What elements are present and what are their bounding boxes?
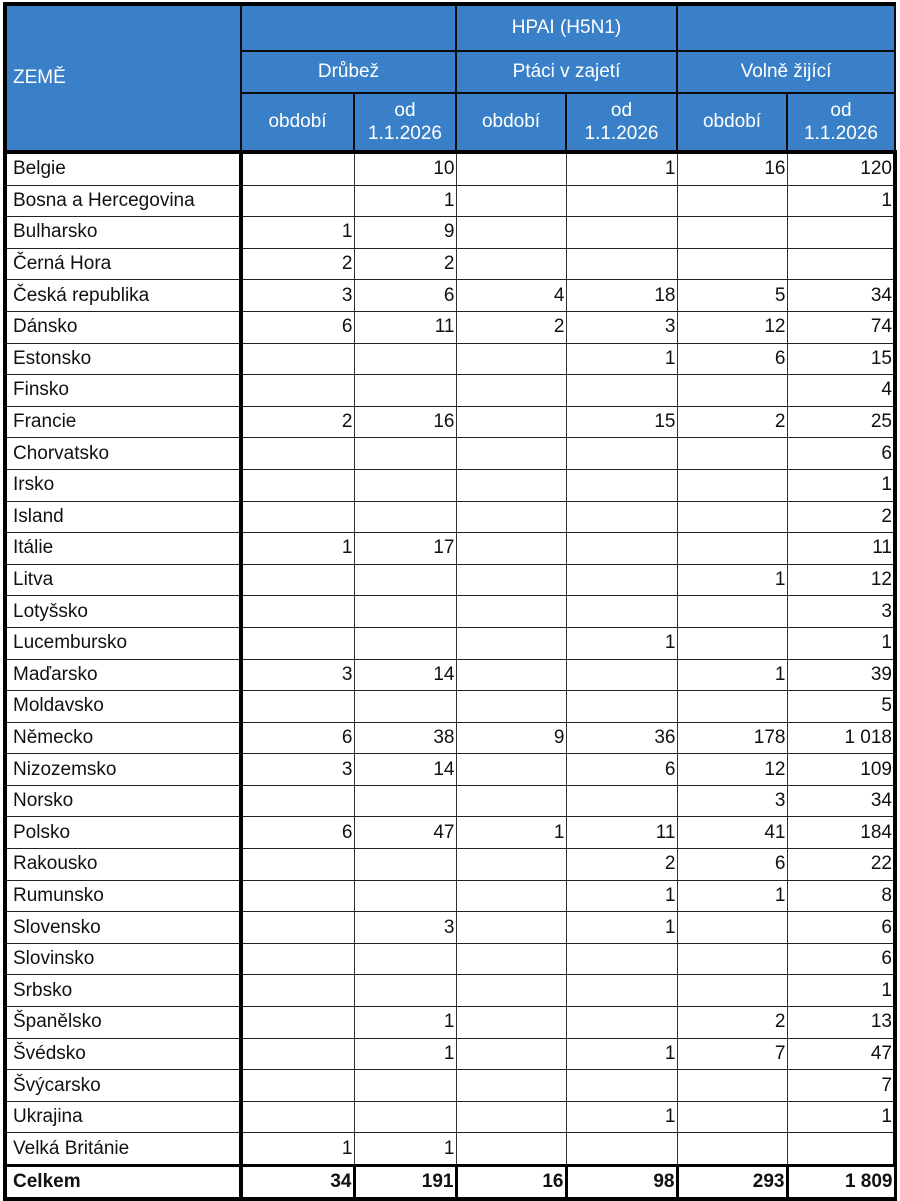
- value-cell: 10: [354, 152, 456, 185]
- country-cell: Lucembursko: [5, 627, 241, 659]
- value-cell: [456, 627, 566, 659]
- value-cell: [354, 975, 456, 1007]
- table-row: [5, 1038, 895, 1070]
- value-cell: [566, 438, 677, 470]
- value-cell: [456, 849, 566, 881]
- value-cell: [241, 912, 354, 944]
- value-cell: [566, 1007, 677, 1039]
- table-row: [5, 880, 895, 912]
- header-group-title: HPAI (H5N1): [456, 4, 677, 51]
- value-cell: [456, 375, 566, 407]
- value-cell: [677, 217, 787, 249]
- value-cell: [456, 1101, 566, 1133]
- subcolumn-header-since: [787, 93, 895, 152]
- value-cell: 178: [677, 722, 787, 754]
- country-cell: Belgie: [5, 152, 241, 185]
- country-column-header: ZEMĚ: [5, 4, 241, 152]
- country-cell: Itálie: [5, 533, 241, 565]
- value-cell: 1: [787, 975, 895, 1007]
- value-cell: 1: [354, 1038, 456, 1070]
- value-cell: [566, 975, 677, 1007]
- table-row: [5, 912, 895, 944]
- table-row: [5, 438, 895, 470]
- table-row: [5, 691, 895, 723]
- value-cell: 6: [787, 912, 895, 944]
- since-label: od: [610, 100, 633, 121]
- table-row: [5, 1101, 895, 1133]
- value-cell: 25: [787, 406, 895, 438]
- value-cell: [456, 596, 566, 628]
- value-cell: [456, 912, 566, 944]
- total-value-cell: 293: [677, 1166, 787, 1200]
- value-cell: [354, 880, 456, 912]
- value-cell: [456, 501, 566, 533]
- value-cell: 74: [787, 311, 895, 343]
- value-cell: [241, 343, 354, 375]
- value-cell: [354, 564, 456, 596]
- value-cell: 6: [787, 943, 895, 975]
- value-cell: 34: [787, 785, 895, 817]
- table-row: [5, 785, 895, 817]
- value-cell: [456, 185, 566, 217]
- value-cell: 3: [241, 754, 354, 786]
- value-cell: 1: [241, 217, 354, 249]
- value-cell: [566, 564, 677, 596]
- value-cell: [456, 754, 566, 786]
- value-cell: 6: [241, 722, 354, 754]
- value-cell: [456, 1133, 566, 1166]
- value-cell: [241, 880, 354, 912]
- value-cell: [241, 1007, 354, 1039]
- value-cell: [456, 217, 566, 249]
- value-cell: [677, 248, 787, 280]
- value-cell: [456, 691, 566, 723]
- value-cell: 2: [787, 501, 895, 533]
- since-date: 1.1.2026: [584, 123, 659, 144]
- value-cell: 9: [354, 217, 456, 249]
- value-cell: [566, 785, 677, 817]
- total-value-cell: 191: [354, 1166, 456, 1200]
- country-cell: Švýcarsko: [5, 1070, 241, 1102]
- value-cell: [354, 438, 456, 470]
- country-cell: Dánsko: [5, 311, 241, 343]
- country-cell: Maďarsko: [5, 659, 241, 691]
- country-cell: Chorvatsko: [5, 438, 241, 470]
- value-cell: [566, 248, 677, 280]
- value-cell: 3: [354, 912, 456, 944]
- value-cell: [566, 501, 677, 533]
- value-cell: [241, 1070, 354, 1102]
- total-value-cell: 98: [566, 1166, 677, 1200]
- value-cell: [354, 849, 456, 881]
- value-cell: [241, 785, 354, 817]
- subcolumn-header-period: období: [241, 93, 354, 152]
- value-cell: [456, 659, 566, 691]
- value-cell: 15: [566, 406, 677, 438]
- value-cell: 1: [787, 469, 895, 501]
- country-cell: Moldavsko: [5, 691, 241, 723]
- since-label: od: [830, 100, 852, 121]
- value-cell: [456, 438, 566, 470]
- total-row: [5, 1166, 895, 1200]
- value-cell: [241, 501, 354, 533]
- country-cell: Bulharsko: [5, 217, 241, 249]
- value-cell: 1: [566, 343, 677, 375]
- table-row: [5, 311, 895, 343]
- value-cell: [456, 343, 566, 375]
- value-cell: 16: [354, 406, 456, 438]
- value-cell: [566, 943, 677, 975]
- value-cell: [456, 469, 566, 501]
- country-cell: Estonsko: [5, 343, 241, 375]
- value-cell: [241, 691, 354, 723]
- value-cell: 22: [787, 849, 895, 881]
- since-date: 1.1.2026: [368, 123, 442, 144]
- value-cell: [456, 1038, 566, 1070]
- value-cell: [241, 849, 354, 881]
- value-cell: 36: [566, 722, 677, 754]
- country-cell: Slovinsko: [5, 943, 241, 975]
- value-cell: 2: [677, 406, 787, 438]
- value-cell: 5: [677, 280, 787, 312]
- table-row: [5, 1133, 895, 1166]
- value-cell: 11: [566, 817, 677, 849]
- value-cell: 9: [456, 722, 566, 754]
- value-cell: 5: [787, 691, 895, 723]
- country-cell: Černá Hora: [5, 248, 241, 280]
- value-cell: 1: [456, 817, 566, 849]
- value-cell: 3: [787, 596, 895, 628]
- table-row: [5, 564, 895, 596]
- table-body: [5, 152, 895, 1199]
- value-cell: 1: [566, 880, 677, 912]
- total-label: Celkem: [5, 1166, 241, 1200]
- country-cell: Irsko: [5, 469, 241, 501]
- value-cell: 12: [787, 564, 895, 596]
- value-cell: [354, 375, 456, 407]
- subcolumn-header-period: období: [677, 93, 787, 152]
- table-row: [5, 849, 895, 881]
- value-cell: [241, 596, 354, 628]
- value-cell: [677, 975, 787, 1007]
- value-cell: 47: [354, 817, 456, 849]
- hpai-outbreak-table: [3, 2, 897, 1201]
- value-cell: 1: [566, 1038, 677, 1070]
- country-cell: Lotyšsko: [5, 596, 241, 628]
- value-cell: [677, 185, 787, 217]
- value-cell: 3: [566, 311, 677, 343]
- value-cell: [677, 943, 787, 975]
- value-cell: 7: [677, 1038, 787, 1070]
- value-cell: 4: [456, 280, 566, 312]
- value-cell: 1: [354, 185, 456, 217]
- value-cell: 34: [787, 280, 895, 312]
- value-cell: 6: [677, 849, 787, 881]
- value-cell: 1: [241, 533, 354, 565]
- subcolumn-header-since: [566, 93, 677, 152]
- table-row: [5, 469, 895, 501]
- value-cell: [677, 1101, 787, 1133]
- value-cell: [787, 248, 895, 280]
- table-row: [5, 975, 895, 1007]
- value-cell: 1: [787, 627, 895, 659]
- value-cell: 1: [566, 1101, 677, 1133]
- country-cell: Česká republika: [5, 280, 241, 312]
- value-cell: 2: [456, 311, 566, 343]
- country-cell: Srbsko: [5, 975, 241, 1007]
- since-date: 1.1.2026: [804, 123, 878, 144]
- value-cell: 6: [787, 438, 895, 470]
- value-cell: [677, 627, 787, 659]
- value-cell: 6: [241, 311, 354, 343]
- value-cell: 47: [787, 1038, 895, 1070]
- value-cell: [566, 691, 677, 723]
- country-cell: Polsko: [5, 817, 241, 849]
- value-cell: [354, 785, 456, 817]
- value-cell: [456, 152, 566, 185]
- category-header-poultry: Drůbež: [241, 51, 456, 93]
- total-value-cell: 1 809: [787, 1166, 895, 1200]
- table-row: [5, 533, 895, 565]
- value-cell: 39: [787, 659, 895, 691]
- value-cell: 1: [566, 152, 677, 185]
- value-cell: 12: [677, 754, 787, 786]
- value-cell: [566, 1133, 677, 1166]
- value-cell: 38: [354, 722, 456, 754]
- value-cell: [566, 469, 677, 501]
- table-row: [5, 754, 895, 786]
- value-cell: [566, 217, 677, 249]
- value-cell: [354, 501, 456, 533]
- value-cell: [456, 880, 566, 912]
- value-cell: 1: [677, 659, 787, 691]
- value-cell: 11: [354, 311, 456, 343]
- value-cell: [241, 185, 354, 217]
- value-cell: 6: [354, 280, 456, 312]
- value-cell: [566, 1070, 677, 1102]
- table-row: [5, 722, 895, 754]
- country-cell: Rumunsko: [5, 880, 241, 912]
- value-cell: [456, 1007, 566, 1039]
- value-cell: 109: [787, 754, 895, 786]
- value-cell: [566, 659, 677, 691]
- value-cell: 3: [241, 659, 354, 691]
- value-cell: 4: [787, 375, 895, 407]
- table-row: [5, 817, 895, 849]
- table-row: [5, 248, 895, 280]
- value-cell: [787, 1133, 895, 1166]
- value-cell: 2: [677, 1007, 787, 1039]
- value-cell: [241, 943, 354, 975]
- value-cell: [456, 406, 566, 438]
- table-row: [5, 406, 895, 438]
- country-cell: Bosna a Hercegovina: [5, 185, 241, 217]
- value-cell: [354, 469, 456, 501]
- subcolumn-header-period: období: [456, 93, 566, 152]
- country-cell: Německo: [5, 722, 241, 754]
- value-cell: 16: [677, 152, 787, 185]
- value-cell: 6: [241, 817, 354, 849]
- value-cell: 1: [677, 880, 787, 912]
- table-row: [5, 943, 895, 975]
- value-cell: [241, 627, 354, 659]
- table-row: [5, 280, 895, 312]
- value-cell: [354, 691, 456, 723]
- value-cell: 12: [677, 311, 787, 343]
- table-row: [5, 596, 895, 628]
- value-cell: [354, 596, 456, 628]
- country-cell: Nizozemsko: [5, 754, 241, 786]
- value-cell: 15: [787, 343, 895, 375]
- value-cell: 2: [566, 849, 677, 881]
- value-cell: [677, 1133, 787, 1166]
- value-cell: [354, 943, 456, 975]
- value-cell: 1: [787, 1101, 895, 1133]
- value-cell: [677, 375, 787, 407]
- value-cell: [456, 975, 566, 1007]
- table-row: [5, 185, 895, 217]
- value-cell: [456, 785, 566, 817]
- value-cell: 120: [787, 152, 895, 185]
- value-cell: 14: [354, 754, 456, 786]
- value-cell: 6: [677, 343, 787, 375]
- table-row: [5, 1070, 895, 1102]
- country-cell: Litva: [5, 564, 241, 596]
- value-cell: 1: [566, 627, 677, 659]
- value-cell: [241, 1101, 354, 1133]
- value-cell: 1 018: [787, 722, 895, 754]
- value-cell: 3: [677, 785, 787, 817]
- country-cell: Španělsko: [5, 1007, 241, 1039]
- country-cell: Slovensko: [5, 912, 241, 944]
- hpai-table-container: [3, 2, 897, 1201]
- value-cell: [566, 596, 677, 628]
- value-cell: 2: [241, 248, 354, 280]
- value-cell: 2: [354, 248, 456, 280]
- value-cell: [354, 627, 456, 659]
- value-cell: [241, 1038, 354, 1070]
- value-cell: 1: [677, 564, 787, 596]
- value-cell: [241, 975, 354, 1007]
- value-cell: 1: [354, 1133, 456, 1166]
- value-cell: [241, 438, 354, 470]
- header-group-blank-right: [677, 4, 895, 51]
- country-cell: Finsko: [5, 375, 241, 407]
- category-header-captive-birds: Ptáci v zajetí: [456, 51, 677, 93]
- value-cell: [354, 1070, 456, 1102]
- value-cell: [354, 1101, 456, 1133]
- country-cell: Ukrajina: [5, 1101, 241, 1133]
- value-cell: 2: [241, 406, 354, 438]
- table-row: [5, 152, 895, 185]
- value-cell: [241, 152, 354, 185]
- value-cell: [354, 343, 456, 375]
- value-cell: [566, 375, 677, 407]
- table-row: [5, 627, 895, 659]
- value-cell: [241, 375, 354, 407]
- value-cell: [677, 501, 787, 533]
- value-cell: [241, 469, 354, 501]
- value-cell: [677, 691, 787, 723]
- value-cell: [677, 533, 787, 565]
- country-cell: Norsko: [5, 785, 241, 817]
- since-label: od: [394, 100, 416, 121]
- value-cell: 18: [566, 280, 677, 312]
- value-cell: [677, 596, 787, 628]
- value-cell: [456, 533, 566, 565]
- table-row: [5, 343, 895, 375]
- value-cell: 1: [566, 912, 677, 944]
- value-cell: 1: [241, 1133, 354, 1166]
- table-row: [5, 217, 895, 249]
- value-cell: 7: [787, 1070, 895, 1102]
- value-cell: [456, 564, 566, 596]
- table-row: [5, 659, 895, 691]
- value-cell: [677, 469, 787, 501]
- value-cell: 11: [787, 533, 895, 565]
- table-row: [5, 501, 895, 533]
- category-header-wild-birds: Volně žijící: [677, 51, 895, 93]
- value-cell: 1: [354, 1007, 456, 1039]
- value-cell: 14: [354, 659, 456, 691]
- value-cell: 184: [787, 817, 895, 849]
- value-cell: 8: [787, 880, 895, 912]
- value-cell: 1: [787, 185, 895, 217]
- value-cell: 41: [677, 817, 787, 849]
- total-value-cell: 34: [241, 1166, 354, 1200]
- value-cell: [456, 943, 566, 975]
- table-row: [5, 1007, 895, 1039]
- value-cell: 3: [241, 280, 354, 312]
- country-cell: Island: [5, 501, 241, 533]
- country-cell: Velká Británie: [5, 1133, 241, 1166]
- value-cell: [456, 1070, 566, 1102]
- subcolumn-header-since: [354, 93, 456, 152]
- value-cell: [677, 1070, 787, 1102]
- value-cell: [677, 438, 787, 470]
- value-cell: [456, 248, 566, 280]
- total-value-cell: 16: [456, 1166, 566, 1200]
- value-cell: [677, 912, 787, 944]
- value-cell: [241, 564, 354, 596]
- value-cell: 6: [566, 754, 677, 786]
- header-group-blank-left: [241, 4, 456, 51]
- value-cell: [566, 533, 677, 565]
- value-cell: 13: [787, 1007, 895, 1039]
- country-cell: Francie: [5, 406, 241, 438]
- value-cell: [787, 217, 895, 249]
- country-cell: Rakousko: [5, 849, 241, 881]
- value-cell: 17: [354, 533, 456, 565]
- table-row: [5, 375, 895, 407]
- country-cell: Švédsko: [5, 1038, 241, 1070]
- value-cell: [566, 185, 677, 217]
